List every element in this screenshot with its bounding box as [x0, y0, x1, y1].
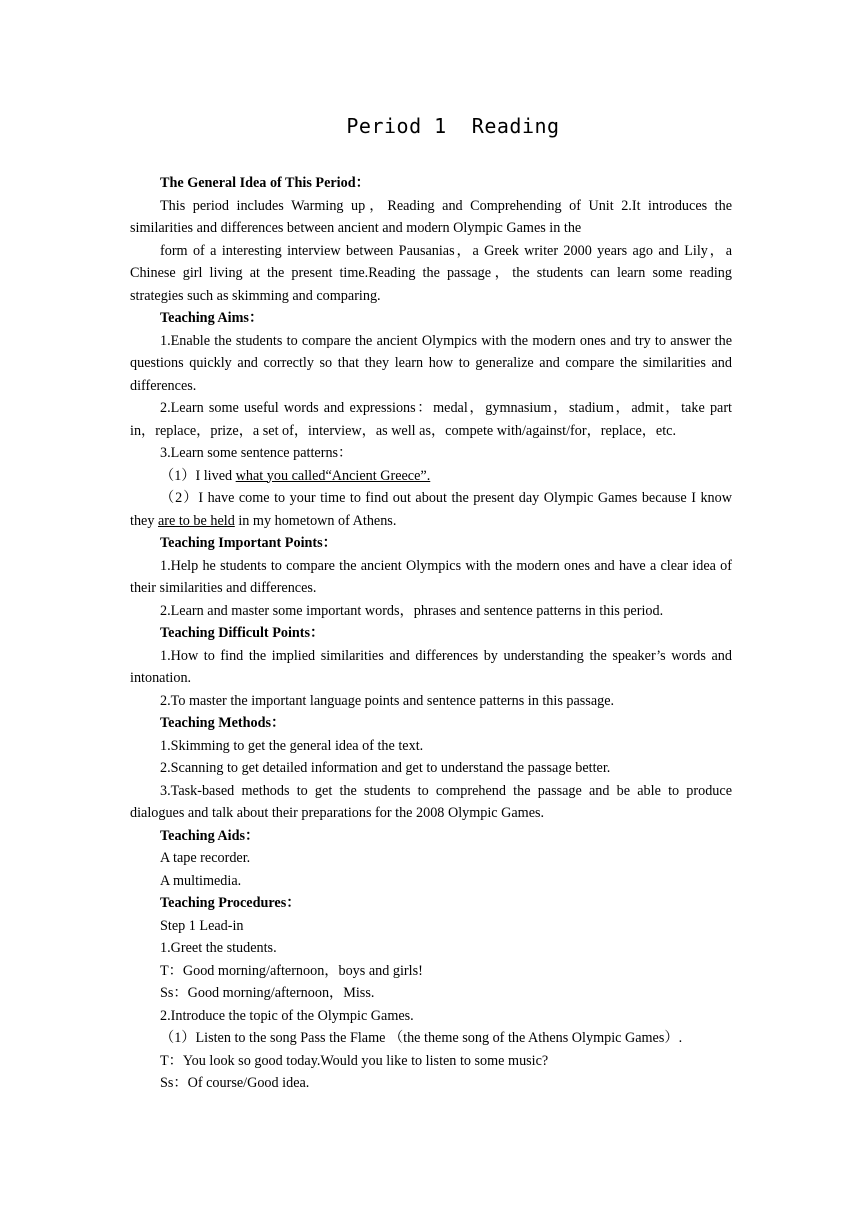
document-body [130, 172, 732, 1095]
sentence-pattern-1 [130, 465, 732, 488]
procedure-line-7: Ss：Of course/Good idea. [160, 1075, 310, 1091]
procedure-step-heading: Step 1 Lead-in [160, 917, 244, 934]
aim-item-3: 3.Learn some sentence patterns： [160, 445, 353, 461]
procedure-line-3: Ss：Good morning/afternoon，Miss. [160, 985, 375, 1001]
aid-item-2: A multimedia. [160, 872, 242, 889]
section-heading-teaching-procedures: Teaching Procedures： [160, 895, 301, 911]
section-heading-teaching-aids: Teaching Aids： [160, 827, 260, 844]
page-title: Period 1 Reading [346, 114, 560, 138]
method-item-3: 3.Task-based methods to get the students to comprehend the passage and be able to produce dialogues and talk about their preparations for the 2008 Olympic Games. [130, 782, 732, 821]
procedure-line-1: 1.Greet the students. [160, 940, 277, 956]
section-heading-general-idea: The General Idea of This Period： [160, 175, 370, 191]
section-heading-teaching-methods: Teaching Methods： [160, 715, 286, 731]
difficult-point-1: 1.How to find the implied similarities and differences by understanding the speaker’s words and intonation. [130, 647, 732, 686]
general-idea-paragraph-2: form of a interesting interview between Pausanias，a Greek writer 2000 years ago and Lily，a Chinese girl living at the present time.Reading the passage，the students can learn some reading strategies such as skimming and comparing. [130, 242, 732, 304]
procedure-line-6: T：You look so good today.Would you like to listen to some music? [160, 1052, 549, 1069]
difficult-point-2: 2.To master the important language points and sentence patterns in this passage. [160, 692, 615, 709]
sentence-pattern-1-text: （1）I lived [160, 467, 236, 484]
aim-item-2: 2.Learn some useful words and expressions：medal，gymnasium，stadium，admit，take part in，replace，prize，a set of，interview，as well as，compete with/against/for，replace，etc. [130, 400, 732, 439]
important-point-2: 2.Learn and master some important words，phrases and sentence patterns in this period. [160, 602, 664, 619]
aid-item-1: A tape recorder. [160, 850, 251, 866]
aim-item-1: 1.Enable the students to compare the ancient Olympics with the modern ones and try to answer the questions quickly and correctly so that they learn how to generalize and compare the similarities and differences. [130, 332, 732, 394]
sentence-pattern-2-underlined: are to be held [157, 512, 235, 529]
sentence-pattern-2-text: （2）I have come to your time to find out about the present day Olympic Games because I know they [130, 490, 732, 529]
sentence-pattern-1-underlined: what you called“Ancient Greece”. [235, 467, 431, 484]
sentence-pattern-2 [130, 487, 732, 532]
section-heading-important-points: Teaching Important Points： [160, 535, 337, 551]
important-point-1: 1.Help he students to compare the ancient Olympics with the modern ones and have a clear idea of their similarities and differences. [130, 557, 732, 596]
sentence-pattern-2-tail: in my hometown of Athens. [234, 512, 397, 529]
procedure-line-4: 2.Introduce the topic of the Olympic Games. [160, 1007, 414, 1024]
method-item-1: 1.Skimming to get the general idea of the text. [160, 737, 424, 754]
procedure-line-2: T：Good morning/afternoon，boys and girls! [160, 962, 423, 979]
section-heading-difficult-points: Teaching Difficult Points： [160, 625, 325, 641]
procedure-line-5: （1）Listen to the song Pass the Flame （the theme song of the Athens Olympic Games）. [160, 1030, 683, 1046]
section-heading-teaching-aims: Teaching Aims： [160, 310, 264, 326]
method-item-2: 2.Scanning to get detailed information and get to understand the passage better. [160, 760, 611, 776]
general-idea-paragraph-1: This period includes Warming up，Reading and Comprehending of Unit 2.It introduces the similarities and differences between ancient and modern Olympic Games in the [130, 197, 732, 236]
